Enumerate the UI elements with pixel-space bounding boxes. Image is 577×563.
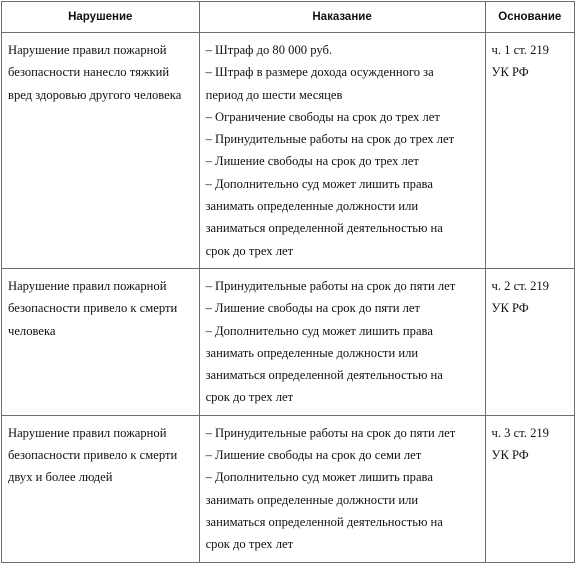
- punishment-line: срок до трех лет: [205, 390, 294, 405]
- punishment-line: – Дополнительно суд может лишить права: [205, 176, 433, 191]
- punishment-line: срок до трех лет: [205, 537, 294, 552]
- violation-line: безопасности нанесло тяжкий: [8, 65, 170, 80]
- punishment-line: заниматься определенной деятельностью на: [205, 221, 443, 236]
- violation-line: Нарушение правил пожарной: [8, 43, 167, 57]
- punishment-line: – Дополнительно суд может лишить права: [205, 470, 433, 485]
- table-row: [2, 415, 575, 562]
- punishment-line: – Лишение свободы на срок до пяти лет: [205, 301, 420, 316]
- violation-line: двух и более людей: [8, 470, 113, 485]
- punishment-line: занимать определенные должности или: [205, 199, 419, 214]
- punishment-line: – Лишение свободы на срок до семи лет: [205, 448, 422, 463]
- violation-line: Нарушение правил пожарной: [8, 278, 167, 293]
- punishment-line: срок до трех лет: [205, 243, 294, 258]
- header-row: [2, 2, 575, 33]
- basis-line: УК РФ: [491, 448, 529, 463]
- punishment-line: период до шести месяцев: [205, 87, 343, 102]
- punishment-cell: [199, 415, 485, 562]
- penalty-table: [1, 1, 575, 563]
- punishment-cell: [199, 33, 485, 269]
- violation-line: безопасности привело к смерти: [8, 448, 178, 463]
- punishment-cell: [199, 268, 485, 415]
- basis-line: УК РФ: [491, 301, 529, 316]
- punishment-line: – Лишение свободы на срок до трех лет: [205, 154, 419, 169]
- basis-line: ч. 1 ст. 219: [491, 43, 549, 57]
- basis-cell: [485, 415, 574, 562]
- violation-line: вред здоровью другого человека: [8, 87, 182, 102]
- violation-cell: [2, 415, 200, 562]
- basis-cell: [485, 33, 574, 269]
- punishment-line: – Штраф до 80 000 руб.: [205, 43, 333, 57]
- punishment-line: занимать определенные должности или: [205, 345, 419, 360]
- punishment-line: – Дополнительно суд может лишить права: [205, 323, 433, 338]
- punishment-line: заниматься определенной деятельностью на: [205, 368, 443, 383]
- table-header: [2, 2, 575, 33]
- basis-line: ч. 3 ст. 219: [491, 425, 549, 440]
- table-row: [2, 268, 575, 415]
- violation-cell: [2, 33, 200, 269]
- violation-cell: [2, 268, 200, 415]
- punishment-line: – Принудительные работы на срок до пяти лет: [205, 278, 456, 293]
- header-punishment: Наказание: [199, 2, 485, 33]
- basis-line: ч. 2 ст. 219: [491, 278, 549, 293]
- table-body: [2, 33, 575, 563]
- punishment-line: – Принудительные работы на срок до пяти лет: [205, 425, 456, 440]
- header-basis: Основание: [485, 2, 574, 33]
- violation-line: безопасности привело к смерти: [8, 301, 178, 316]
- basis-line: УК РФ: [491, 65, 529, 80]
- basis-cell: [485, 268, 574, 415]
- punishment-line: занимать определенные должности или: [205, 492, 419, 507]
- punishment-line: заниматься определенной деятельностью на: [205, 514, 443, 529]
- table-row: [2, 33, 575, 269]
- punishment-line: – Штраф в размере дохода осужденного за: [205, 65, 434, 80]
- violation-line: Нарушение правил пожарной: [8, 425, 167, 440]
- header-violation: Нарушение: [2, 2, 200, 33]
- punishment-line: – Принудительные работы на срок до трех лет: [205, 132, 455, 147]
- punishment-line: – Ограничение свободы на срок до трех лет: [205, 109, 440, 124]
- violation-line: человека: [8, 323, 56, 338]
